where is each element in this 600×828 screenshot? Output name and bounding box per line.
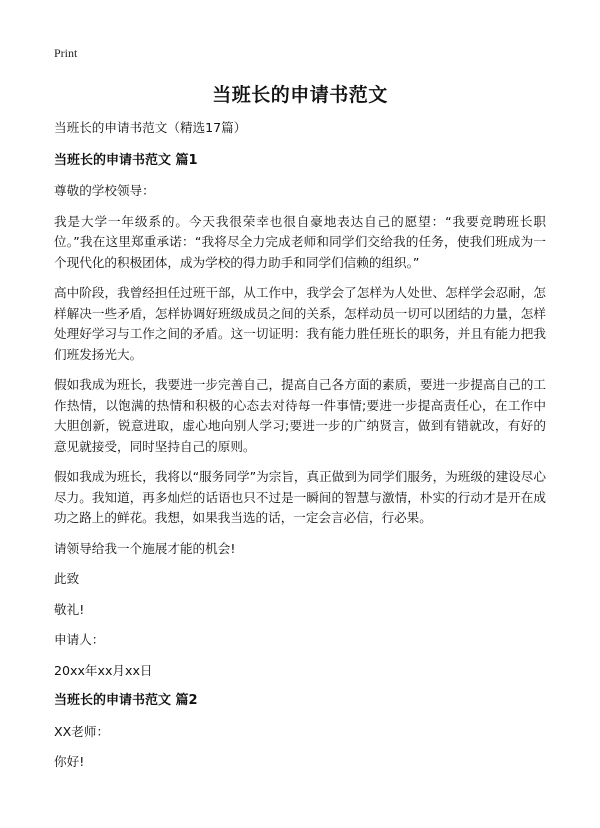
section-heading-2: 当班长的申请书范文 篇2 [54,693,198,708]
section-heading-1: 当班长的申请书范文 篇1 [54,152,198,168]
salutation: 尊敬的学校领导： [54,183,155,198]
date-line: 20xx年xx月xx日 [54,662,153,678]
greeting-2: 你好! [54,754,85,769]
document-body [54,118,546,783]
paragraph-2: 高中阶段，我曾经担任过班干部，从工作中，我学会了怎样为人处世、怎样学会忍耐，怎样解决一些矛盾，怎样协调好班级成员之间的关系，怎样动员一切可以团结的力量，怎样处理好学习与工作之间的矛盾。这一切证明：我有能力胜任班长的职务，并且有能力把我们班发扬光大。 [54,285,546,362]
page-title: 当班长的申请书范文 [212,84,388,106]
closing-line-2: 敬礼! [54,601,85,617]
paragraph-1: 我是大学一年级系的。今天我很荣幸也很自豪地表达自己的愿望：“我要竞聘班长职位。”我在这里郑重承诺：“我将尽全力完成老师和同学们交给我的任务，使我们班成为一个现代化的积极团体，成为学校的得力助手和同学们信赖的组织。” [54,213,546,270]
closing-line-1: 此致 [54,571,80,586]
paragraph-3: 假如我成为班长，我要进一步完善自己，提高自己各方面的素质，要进一步提高自己的工作热情，以饱满的热情和积极的心态去对待每一件事情;要进一步提高责任心，在工作中大胆创新，锐意进取，虚心地向别人学习;要进一步的广纳贤言，做到有错就改，有好的意见就接受，同时坚持自己的原则。 [54,377,546,454]
document-subtitle: 当班长的申请书范文（精选17篇） [54,120,247,135]
print-link[interactable]: Print [54,46,78,60]
salutation-2: XX老师： [54,723,110,739]
applicant-label: 申请人： [54,632,105,647]
paragraph-4: 假如我成为班长，我将以“服务同学”为宗旨，真正做到为同学们服务，为班级的建设尽心尽力。我知道，再多灿烂的话语也只不过是一瞬间的智慧与激情，朴实的行动才是开在成功之路上的鲜花。我想，如果我当选的话，一定会言必信，行必果。 [54,469,546,525]
paragraph-5: 请领导给我一个施展才能的机会! [54,540,236,556]
